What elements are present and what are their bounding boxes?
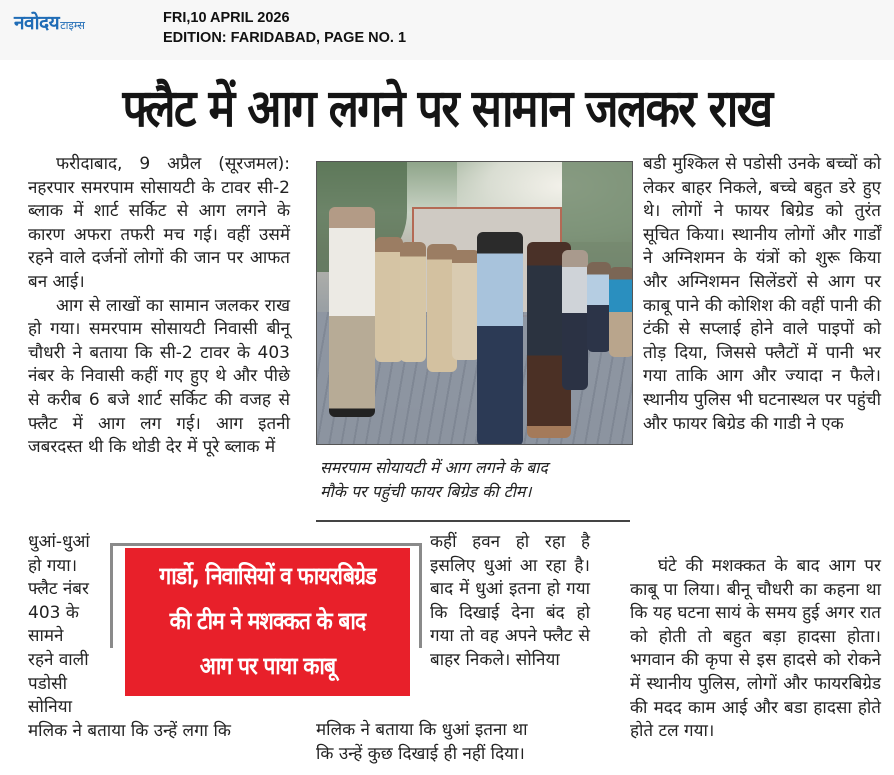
left-para-1: फरीदाबाद, 9 अप्रैल (सूरजमल): नहरपार समरपाम सोसायटी के टावर सी-2 ब्लाक में शार्ट सर्किट से आग लगने के कारण अफरा तफरी मच गई। वहीं उसमें रहने वाले दर्जनों लोगों की जान पर आफत बन आई। bbox=[28, 154, 290, 292]
person-shape bbox=[375, 237, 403, 362]
person-shape bbox=[477, 232, 523, 445]
caption-line: समरपाम सोयायटी में आग लगने के बाद bbox=[320, 458, 548, 477]
narrow-line: धुआं-धुआं bbox=[28, 532, 90, 552]
date-line: FRI,10 APRIL 2026 bbox=[163, 10, 290, 26]
logo-sub-text: टाइम्स bbox=[60, 19, 85, 32]
left-column-narrow bbox=[28, 531, 108, 720]
middle-para: कहीं हवन हो रहा है इसलिए धुआं आ रहा है। बाद में धुआं इतना हो गया कि दिखाई देना बंद हो गया तो वह अपने फ्लैट से बाहर निकले। सोनिया bbox=[430, 532, 590, 670]
caption-divider bbox=[316, 520, 630, 522]
header-bar bbox=[0, 0, 894, 60]
caption-line: मौके पर पहुंची फायर बिग्रेड की टीम। bbox=[320, 482, 532, 501]
right-para-2: घंटे की मशक्कत के बाद आग पर काबू पा लिया। बीनू चौधरी का कहना था कि यह घटना सायं के समय हुई अगर रात को होती तो बहुत बड़ा हादसा होता। भगवान की कृपा से इस हादसे को रोकने में स्थानीय पुलिस, लोगों और फायरबिग्रेड की मदद काम आई और बडा हादसा होते होते टल गया। bbox=[630, 556, 881, 742]
edition-meta bbox=[163, 8, 406, 48]
pull-quote-box bbox=[125, 548, 410, 696]
photo-caption bbox=[320, 456, 640, 504]
narrow-line: पडोसी bbox=[28, 673, 68, 694]
person-shape bbox=[452, 250, 480, 360]
person-shape bbox=[400, 242, 426, 362]
right-para-1: बडी मुश्किल से पडोसी उनके बच्चों को लेकर बाहर निकले, बच्चे बहुत डरे हुए थे। लोगों ने फायर बिग्रेड को तुरंत सूचित किया। स्थानीय लोगों और गार्डों ने अग्निशमन के यंत्रों को शुरू किया और अग्निशमन सिलेंडरों से आग पर काबू पाने की कोशिश की वहीं पानी की टंकी से सप्लाई होने वाले पाइपों को तोड़ दिया, जिससे फ्लैटों में पानी भर गया ताकि आग और ज्यादा न फैले। स्थानीय पुलिस भी घटनास्थल पर पहुंची और फायर बिग्रेड की गाडी ने एक bbox=[643, 154, 881, 434]
narrow-line: 403 के bbox=[28, 602, 79, 623]
pull-quote-line: की टीम ने मशक्कत के बाद bbox=[169, 607, 366, 635]
middle-column bbox=[430, 531, 590, 673]
person-shape bbox=[587, 262, 611, 352]
left-column-tail: मलिक ने बताया कि उन्हें लगा कि bbox=[28, 721, 231, 741]
article-headline: फ्लैट में आग लगने पर सामान जलकर राख bbox=[122, 79, 772, 139]
left-column bbox=[28, 153, 290, 460]
pull-quote-line: गार्डो, निवासियों व फायरबिग्रेड bbox=[159, 562, 376, 590]
narrow-line: सामने bbox=[28, 626, 64, 647]
narrow-line: रहने वाली bbox=[28, 649, 89, 670]
person-shape bbox=[562, 250, 588, 390]
person-shape bbox=[329, 207, 375, 417]
middle-column-wide bbox=[316, 719, 590, 766]
narrow-line: हो गया। bbox=[28, 555, 78, 576]
newspaper-logo[interactable] bbox=[14, 9, 85, 35]
person-shape bbox=[609, 267, 633, 357]
left-para-2: आग से लाखों का सामान जलकर राख हो गया। समरपाम सोसायटी निवासी बीनू चौधरी ने बताया कि सी-2 टावर के 403 नंबर के निवासी कहीं गए हुए थे और पीछे से करीब 6 बजे शार्ट सर्किट की वजह से फ्लैट में आग लग गई। आग इतनी जबरदस्त थी कि थोडी देर में पूरे ब्लाक में bbox=[28, 295, 290, 458]
logo-main-text: नवोदय bbox=[14, 12, 60, 34]
edition-line: EDITION: FARIDABAD, PAGE NO. 1 bbox=[163, 30, 407, 46]
right-column-lower bbox=[630, 555, 881, 744]
middle-wide-line: कि उन्हें कुछ दिखाई ही नहीं दिया। bbox=[316, 743, 525, 764]
middle-wide-line: मलिक ने बताया कि धुआं इतना था bbox=[316, 720, 528, 740]
right-column bbox=[643, 153, 881, 436]
news-photo[interactable] bbox=[316, 161, 633, 445]
pull-quote-line: आग पर पाया काबू bbox=[199, 652, 336, 680]
narrow-line: सोनिया bbox=[28, 697, 72, 718]
narrow-line: फ्लैट नंबर bbox=[28, 579, 89, 600]
